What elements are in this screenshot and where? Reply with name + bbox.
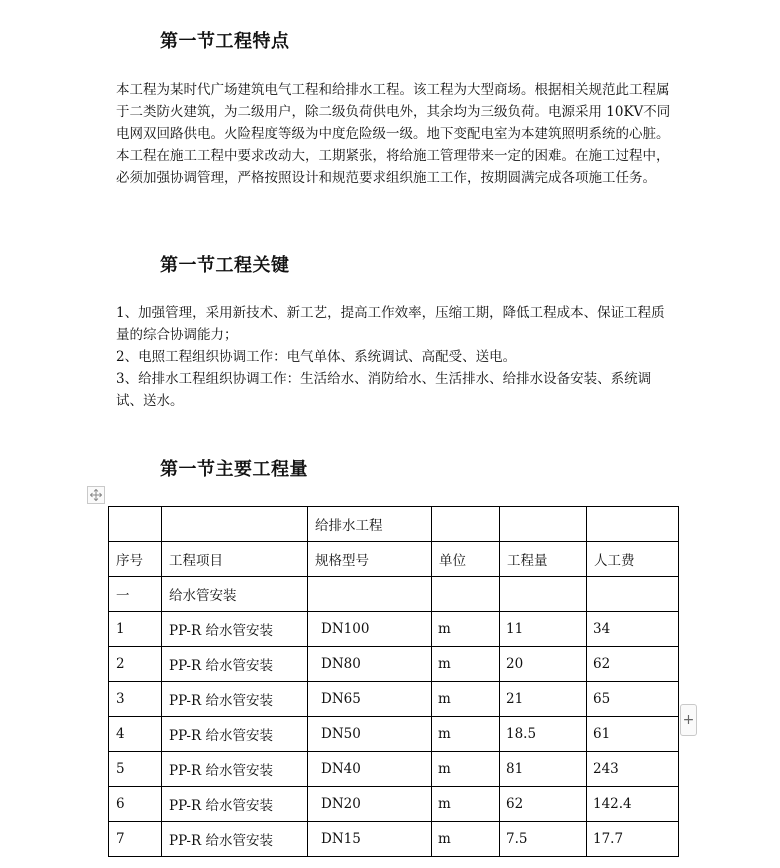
table-cell[interactable]: 65 [587,682,679,717]
move-arrows-icon [89,488,103,502]
table-cell[interactable] [500,577,587,612]
header-cell-unit[interactable]: 单位 [432,542,500,577]
table-cell[interactable]: 81 [500,752,587,787]
table-cell[interactable] [587,507,679,542]
table-cell[interactable]: m [432,752,500,787]
table-cell[interactable]: 5 [109,752,162,787]
table-cell[interactable]: 7.5 [500,822,587,857]
table-cell[interactable]: DN100 [308,612,432,647]
table-cell[interactable]: PP-R 给水管安装 [162,717,308,752]
table-cell[interactable]: 62 [587,647,679,682]
table-cell[interactable]: 61 [587,717,679,752]
table-cell[interactable]: 142.4 [587,787,679,822]
table-cell[interactable]: 34 [587,612,679,647]
table-cell[interactable] [432,577,500,612]
table-cell[interactable] [500,507,587,542]
header-cell-spec[interactable]: 规格型号 [308,542,432,577]
section-heading-quantities: 第一节主要工程量 [160,459,308,480]
key-points-list [116,302,672,412]
table-cell[interactable] [432,507,500,542]
table-cell[interactable]: m [432,682,500,717]
table-row [109,822,679,857]
table-add-button[interactable] [680,704,697,736]
table-cell[interactable]: PP-R 给水管安装 [162,752,308,787]
table-cell[interactable]: m [432,822,500,857]
table-cell[interactable]: DN20 [308,787,432,822]
table-cell[interactable]: 4 [109,717,162,752]
table-cell[interactable]: 1 [109,612,162,647]
table-cell[interactable]: DN80 [308,647,432,682]
table-cell[interactable]: m [432,787,500,822]
table-row [109,752,679,787]
table-cell[interactable] [308,577,432,612]
table-cell[interactable]: 243 [587,752,679,787]
table-cell[interactable]: 6 [109,787,162,822]
table-cell[interactable]: PP-R 给水管安装 [162,612,308,647]
table-cell[interactable]: 3 [109,682,162,717]
table-title-cell[interactable]: 给排水工程 [308,507,432,542]
table-cell[interactable] [587,577,679,612]
key-point-item: 1、加强管理，采用新技术、新工艺，提高工作效率，压缩工期，降低工程成本、保证工程质量的综合协调能力； [116,305,665,343]
header-cell-item[interactable]: 工程项目 [162,542,308,577]
features-paragraph: 本工程为某时代广场建筑电气工程和给排水工程。该工程为大型商场。根据相关规范此工程属于二类防火建筑，为二级用户，除二级负荷供电外，其余均为三级负荷。电源采用 10KV不同电网双回路供电。火险程度等级为中度危险级一级。地下变配电室为本建筑照明系统的心脏。本工程在施工工程中要求改动大，工期紧张，将给施工管理带来一定的困难。在施工过程中，必须加强协调管理，严格按照设计和规范要求组织施工工作，按期圆满完成各项施工任务。 [116,82,671,186]
table-move-handle[interactable] [87,486,105,504]
table-cell[interactable]: 2 [109,647,162,682]
table-cell[interactable]: 21 [500,682,587,717]
table-cell[interactable]: 20 [500,647,587,682]
table-cell[interactable]: m [432,647,500,682]
key-point-item: 3、给排水工程组织协调工作：生活给水、消防给水、生活排水、给排水设备安装、系统调试、送水。 [116,371,652,409]
header-cell-labor-cost[interactable]: 人工费 [587,542,679,577]
header-cell-index[interactable]: 序号 [109,542,162,577]
quantities-table [108,506,679,857]
table-cell[interactable]: 17.7 [587,822,679,857]
table-row [109,717,679,752]
table-cell[interactable]: DN65 [308,682,432,717]
table-cell[interactable]: DN15 [308,822,432,857]
table-row [109,647,679,682]
table-title-row [109,507,679,542]
table-cell[interactable]: 一 [109,577,162,612]
table-cell[interactable]: PP-R 给水管安装 [162,682,308,717]
table-cell[interactable]: 11 [500,612,587,647]
table-cell[interactable] [162,507,308,542]
table-cell[interactable]: PP-R 给水管安装 [162,822,308,857]
section-heading-key-points: 第一节工程关键 [160,255,290,276]
header-cell-quantity[interactable]: 工程量 [500,542,587,577]
table-group-row [109,577,679,612]
table-cell[interactable]: DN40 [308,752,432,787]
table-cell[interactable]: m [432,612,500,647]
table-row [109,612,679,647]
table-cell[interactable]: PP-R 给水管安装 [162,647,308,682]
table-header-row [109,542,679,577]
table-cell[interactable]: DN50 [308,717,432,752]
table-row [109,682,679,717]
table-cell[interactable] [109,507,162,542]
plus-icon: + [682,712,695,728]
section-heading-features: 第一节工程特点 [160,31,290,52]
table-cell[interactable]: 给水管安装 [162,577,308,612]
table-cell[interactable]: 7 [109,822,162,857]
table-cell[interactable]: m [432,717,500,752]
table-cell[interactable]: 62 [500,787,587,822]
table-cell[interactable]: 18.5 [500,717,587,752]
table-row [109,787,679,822]
key-point-item: 2、电照工程组织协调工作：电气单体、系统调试、高配受、送电。 [116,349,517,365]
table-cell[interactable]: PP-R 给水管安装 [162,787,308,822]
